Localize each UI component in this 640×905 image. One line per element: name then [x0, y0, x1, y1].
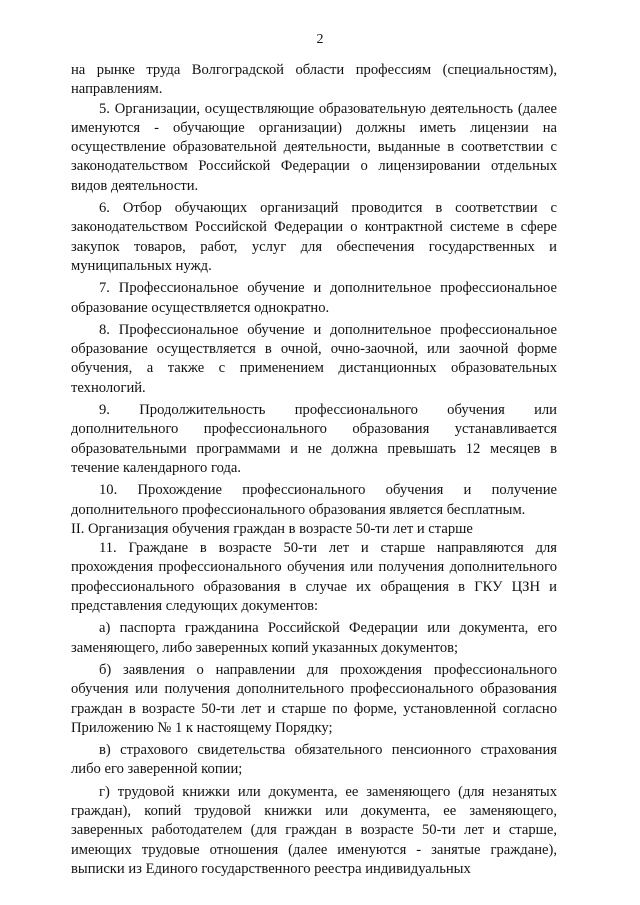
paragraph-7: 7. Профессиональное обучение и дополнительное профессиональное образование осуществляется однократно. — [71, 280, 557, 316]
paragraph-continuation: на рынке труда Волгоградской области профессиям (специальностям), направлениям. — [71, 62, 557, 98]
list-item-v: в) страхового свидетельства обязательного пенсионного страхования либо его заверенной копии; — [71, 742, 557, 778]
paragraph-8: 8. Профессиональное обучение и дополнительное профессиональное образование осуществляется в очной, очно-заочной, или заочной форме обучения, а также с применением дистанционных образовательных технологий. — [71, 321, 557, 396]
paragraph-11: 11. Граждане в возрасте 50-ти лет и старше направляются для прохождения профессионального обучения или получения дополнительного профессионального образования в случае их обращения в ГКУ ЦЗН и представления следующих документов: — [71, 540, 557, 615]
document-body — [71, 61, 557, 879]
page-number: 2 — [316, 32, 324, 47]
paragraph-10: 10. Прохождение профессионального обучения и получение дополнительного профессионального образования является бесплатным. — [71, 482, 557, 518]
list-item-a: а) паспорта гражданина Российской Федерации или документа, его заменяющего, либо заверенных копий указанных документов; — [71, 620, 557, 656]
list-item-g: г) трудовой книжки или документа, ее заменяющего (для незанятых граждан), копий трудовой книжки или документа, ее заменяющего, заверенных работодателем (для граждан в возрасте 50-ти лет и старше, имеющих трудовые отношения (далее именуются - занятые граждане), выписки из Единого государственного реестра индивидуальных — [71, 783, 557, 877]
paragraph-9: 9. Продолжительность профессионального обучения или дополнительного профессионального образования устанавливается образовательными программами и не должна превышать 12 месяцев в течение календарного года. — [71, 402, 557, 476]
list-item-b: б) заявления о направлении для прохождения профессионального обучения или получения дополнительного профессионального образования граждан в возрасте 50-ти лет и старше по форме, установленной согласно Приложению № 1 к настоящему Порядку; — [71, 661, 557, 736]
paragraph-5: 5. Организации, осуществляющие образовательную деятельность (далее именуются - обучающие организации) должны иметь лицензии на осуществление образовательной деятельности, выданные в соответствии с законодательством Российской Федерации о лицензировании отдельных видов деятельности. — [71, 100, 557, 194]
section-heading: II. Организация обучения граждан в возрасте 50-ти лет и старше — [71, 520, 473, 537]
paragraph-6: 6. Отбор обучающих организаций проводится в соответствии с законодательством Российской Федерации о контрактной системе в сфере закупок товаров, работ, услуг для обеспечения государственных и муниципальных нужд. — [71, 200, 557, 274]
